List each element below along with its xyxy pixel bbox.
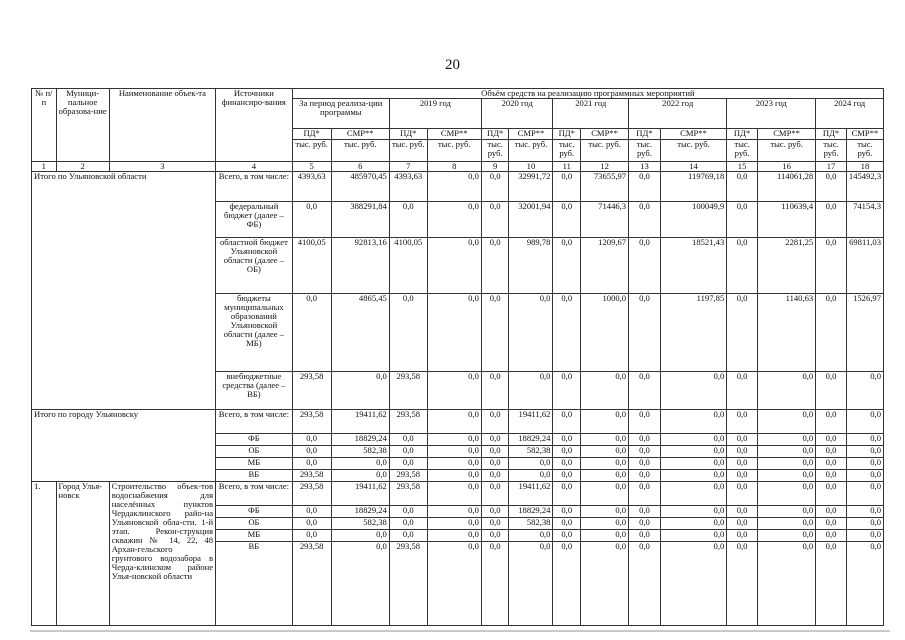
column-number: 9 xyxy=(481,162,509,172)
header-pd: ПД* xyxy=(292,129,331,140)
header-object-name: Наименование объек-та xyxy=(109,89,215,162)
source-cell: ОБ xyxy=(216,446,293,458)
value-cell: 0,0 xyxy=(427,410,481,434)
source-cell: ОБ xyxy=(216,518,293,530)
column-number: 8 xyxy=(427,162,481,172)
item-object-name: Строительство объек-тов водоснабжения для населённых пунктов Чердаклинского райо-на Ульяновской обла-сти. 1-й этап. Рекон-струкция скважин № 14, 22, 48 Архан-гельского грунтового водозабора в Черда-клинском районе Улья-новской области xyxy=(109,482,215,626)
header-year: 2023 год xyxy=(727,99,816,129)
header-smr: СМР** xyxy=(846,129,883,140)
value-cell: 0,0 xyxy=(727,542,758,626)
value-cell: 4393,63 xyxy=(389,172,427,202)
source-cell: бюджеты муниципальных образований Ульяновской области (далее – МБ) xyxy=(216,294,293,372)
header-pd: ПД* xyxy=(629,129,661,140)
value-cell: 114061,28 xyxy=(757,172,815,202)
value-cell: 0,0 xyxy=(629,172,661,202)
value-cell: 0,0 xyxy=(816,506,847,518)
value-cell: 0,0 xyxy=(629,202,661,238)
value-cell: 0,0 xyxy=(816,372,847,410)
value-cell: 0,0 xyxy=(816,470,847,482)
value-cell: 19411,62 xyxy=(331,482,389,506)
value-cell: 0,0 xyxy=(846,458,883,470)
item-municipality: Город Улья-новск xyxy=(56,482,109,626)
header-year: 2020 год xyxy=(481,99,553,129)
value-cell: 0,0 xyxy=(389,294,427,372)
value-cell: 0,0 xyxy=(846,482,883,506)
value-cell: 0,0 xyxy=(757,506,815,518)
value-cell: 0,0 xyxy=(509,294,553,372)
value-cell: 582,38 xyxy=(331,518,389,530)
header-unit: тыс. руб. xyxy=(553,140,581,162)
value-cell: 4100,05 xyxy=(389,238,427,294)
value-cell: 0,0 xyxy=(509,458,553,470)
value-cell: 32001,94 xyxy=(509,202,553,238)
value-cell: 0,0 xyxy=(389,458,427,470)
value-cell: 0,0 xyxy=(581,518,629,530)
source-cell: Всего, в том числе: xyxy=(216,410,293,434)
value-cell: 1209,67 xyxy=(581,238,629,294)
column-number: 13 xyxy=(629,162,661,172)
value-cell: 0,0 xyxy=(292,434,331,446)
value-cell: 0,0 xyxy=(846,410,883,434)
header-pd: ПД* xyxy=(816,129,847,140)
header-volume: Объём средств на реализацию программных мероприятий xyxy=(292,89,883,99)
source-cell: ФБ xyxy=(216,506,293,518)
value-cell: 0,0 xyxy=(331,372,389,410)
value-cell: 0,0 xyxy=(629,482,661,506)
value-cell: 293,58 xyxy=(389,410,427,434)
value-cell: 0,0 xyxy=(727,202,758,238)
value-cell: 0,0 xyxy=(581,482,629,506)
value-cell: 0,0 xyxy=(509,530,553,542)
value-cell: 0,0 xyxy=(427,372,481,410)
header-year: 2024 год xyxy=(816,99,884,129)
value-cell: 0,0 xyxy=(292,518,331,530)
value-cell: 0,0 xyxy=(553,172,581,202)
column-number: 15 xyxy=(727,162,758,172)
value-cell: 19411,62 xyxy=(509,482,553,506)
header-pd: ПД* xyxy=(481,129,509,140)
value-cell: 293,58 xyxy=(292,542,331,626)
table-row xyxy=(32,172,884,202)
column-number: 3 xyxy=(109,162,215,172)
header-period-total: За период реализа-ции программы xyxy=(292,99,389,129)
value-cell: 4865,45 xyxy=(331,294,389,372)
value-cell: 0,0 xyxy=(727,518,758,530)
value-cell: 0,0 xyxy=(629,518,661,530)
source-cell: ВБ xyxy=(216,542,293,626)
value-cell: 0,0 xyxy=(757,446,815,458)
value-cell: 0,0 xyxy=(581,458,629,470)
value-cell: 0,0 xyxy=(427,446,481,458)
value-cell: 0,0 xyxy=(629,470,661,482)
value-cell: 0,0 xyxy=(427,238,481,294)
value-cell: 0,0 xyxy=(581,530,629,542)
scan-edge-line xyxy=(30,630,890,632)
value-cell: 0,0 xyxy=(427,172,481,202)
section-title: Итого по Ульяновской области xyxy=(32,172,216,410)
header-unit: тыс. руб. xyxy=(509,140,553,162)
column-number: 7 xyxy=(389,162,427,172)
value-cell: 0,0 xyxy=(757,434,815,446)
value-cell: 0,0 xyxy=(331,458,389,470)
value-cell: 0,0 xyxy=(509,542,553,626)
column-number: 2 xyxy=(56,162,109,172)
value-cell: 0,0 xyxy=(553,238,581,294)
value-cell: 0,0 xyxy=(629,506,661,518)
value-cell: 0,0 xyxy=(727,458,758,470)
value-cell: 0,0 xyxy=(727,530,758,542)
header-unit: тыс. руб. xyxy=(427,140,481,162)
column-number: 16 xyxy=(757,162,815,172)
value-cell: 0,0 xyxy=(553,470,581,482)
header-smr: СМР** xyxy=(331,129,389,140)
value-cell: 0,0 xyxy=(427,458,481,470)
value-cell: 0,0 xyxy=(481,434,509,446)
value-cell: 0,0 xyxy=(481,530,509,542)
value-cell: 0,0 xyxy=(553,410,581,434)
header-year: 2021 год xyxy=(553,99,629,129)
value-cell: 0,0 xyxy=(629,446,661,458)
value-cell: 0,0 xyxy=(389,530,427,542)
value-cell: 0,0 xyxy=(292,202,331,238)
value-cell: 0,0 xyxy=(757,542,815,626)
value-cell: 0,0 xyxy=(581,410,629,434)
value-cell: 19411,62 xyxy=(509,410,553,434)
value-cell: 0,0 xyxy=(727,482,758,506)
value-cell: 4100,05 xyxy=(292,238,331,294)
value-cell: 0,0 xyxy=(846,542,883,626)
value-cell: 18829,24 xyxy=(509,506,553,518)
source-cell: внебюджетные средства (далее – ВБ) xyxy=(216,372,293,410)
value-cell: 0,0 xyxy=(727,172,758,202)
column-number: 12 xyxy=(581,162,629,172)
value-cell: 110639,4 xyxy=(757,202,815,238)
column-number: 6 xyxy=(331,162,389,172)
value-cell: 388291,84 xyxy=(331,202,389,238)
value-cell: 0,0 xyxy=(816,434,847,446)
value-cell: 0,0 xyxy=(553,372,581,410)
value-cell: 293,58 xyxy=(292,470,331,482)
value-cell: 0,0 xyxy=(727,470,758,482)
value-cell: 0,0 xyxy=(481,372,509,410)
header-pd: ПД* xyxy=(553,129,581,140)
value-cell: 0,0 xyxy=(846,530,883,542)
value-cell: 0,0 xyxy=(581,434,629,446)
source-cell: федеральный бюджет (далее – ФБ) xyxy=(216,202,293,238)
value-cell: 0,0 xyxy=(553,530,581,542)
value-cell: 293,58 xyxy=(389,372,427,410)
value-cell: 0,0 xyxy=(481,470,509,482)
value-cell: 293,58 xyxy=(389,470,427,482)
value-cell: 0,0 xyxy=(581,542,629,626)
value-cell: 0,0 xyxy=(816,458,847,470)
column-number: 14 xyxy=(660,162,726,172)
value-cell: 0,0 xyxy=(581,506,629,518)
value-cell: 0,0 xyxy=(553,294,581,372)
value-cell: 0,0 xyxy=(389,434,427,446)
header-unit: тыс. руб. xyxy=(757,140,815,162)
header-unit: тыс. руб. xyxy=(727,140,758,162)
value-cell: 0,0 xyxy=(553,482,581,506)
value-cell: 0,0 xyxy=(509,470,553,482)
header-year: 2019 год xyxy=(389,99,481,129)
value-cell: 582,38 xyxy=(331,446,389,458)
source-cell: Всего, в том числе: xyxy=(216,482,293,506)
header-unit: тыс. руб. xyxy=(581,140,629,162)
value-cell: 0,0 xyxy=(629,458,661,470)
header-smr: СМР** xyxy=(427,129,481,140)
value-cell: 293,58 xyxy=(292,482,331,506)
value-cell: 119769,18 xyxy=(660,172,726,202)
value-cell: 1000,0 xyxy=(581,294,629,372)
value-cell: 293,58 xyxy=(389,542,427,626)
value-cell: 0,0 xyxy=(816,518,847,530)
value-cell: 1526,97 xyxy=(846,294,883,372)
value-cell: 293,58 xyxy=(292,372,331,410)
value-cell: 0,0 xyxy=(427,518,481,530)
value-cell: 293,58 xyxy=(292,410,331,434)
value-cell: 0,0 xyxy=(846,506,883,518)
budget-table xyxy=(31,88,884,626)
value-cell: 0,0 xyxy=(481,542,509,626)
value-cell: 0,0 xyxy=(816,542,847,626)
value-cell: 0,0 xyxy=(427,470,481,482)
table-row xyxy=(32,410,884,434)
value-cell: 0,0 xyxy=(427,202,481,238)
value-cell: 0,0 xyxy=(427,434,481,446)
header-unit: тыс. руб. xyxy=(846,140,883,162)
value-cell: 0,0 xyxy=(660,434,726,446)
header-unit: тыс. руб. xyxy=(629,140,661,162)
value-cell: 0,0 xyxy=(481,172,509,202)
value-cell: 0,0 xyxy=(757,530,815,542)
value-cell: 0,0 xyxy=(481,410,509,434)
value-cell: 293,58 xyxy=(389,482,427,506)
value-cell: 18829,24 xyxy=(331,434,389,446)
header-sources: Источники финансиро-вания xyxy=(216,89,293,162)
value-cell: 1140,63 xyxy=(757,294,815,372)
value-cell: 92813,16 xyxy=(331,238,389,294)
header-pd: ПД* xyxy=(389,129,427,140)
value-cell: 71446,3 xyxy=(581,202,629,238)
source-cell: Всего, в том числе: xyxy=(216,172,293,202)
value-cell: 100049,9 xyxy=(660,202,726,238)
page-number: 20 xyxy=(445,57,460,73)
value-cell: 74154,3 xyxy=(846,202,883,238)
value-cell: 0,0 xyxy=(816,202,847,238)
value-cell: 0,0 xyxy=(660,446,726,458)
value-cell: 0,0 xyxy=(331,530,389,542)
value-cell: 0,0 xyxy=(427,530,481,542)
column-number: 4 xyxy=(216,162,293,172)
value-cell: 0,0 xyxy=(660,518,726,530)
header-unit: тыс. руб. xyxy=(292,140,331,162)
header-unit: тыс. руб. xyxy=(816,140,847,162)
value-cell: 0,0 xyxy=(660,372,726,410)
value-cell: 0,0 xyxy=(660,458,726,470)
header-municipality: Муници-пальное образова-ние xyxy=(56,89,109,162)
column-number: 11 xyxy=(553,162,581,172)
value-cell: 0,0 xyxy=(481,458,509,470)
value-cell: 0,0 xyxy=(331,542,389,626)
value-cell: 0,0 xyxy=(481,482,509,506)
header-smr: СМР** xyxy=(757,129,815,140)
value-cell: 0,0 xyxy=(427,542,481,626)
value-cell: 18521,43 xyxy=(660,238,726,294)
value-cell: 0,0 xyxy=(389,202,427,238)
value-cell: 145492,3 xyxy=(846,172,883,202)
value-cell: 0,0 xyxy=(481,446,509,458)
header-num: № п/п xyxy=(32,89,57,162)
value-cell: 0,0 xyxy=(727,294,758,372)
value-cell: 0,0 xyxy=(292,530,331,542)
header-pd: ПД* xyxy=(727,129,758,140)
value-cell: 0,0 xyxy=(629,530,661,542)
value-cell: 582,38 xyxy=(509,518,553,530)
value-cell: 0,0 xyxy=(660,530,726,542)
value-cell: 582,38 xyxy=(509,446,553,458)
value-cell: 0,0 xyxy=(757,482,815,506)
value-cell: 0,0 xyxy=(757,458,815,470)
value-cell: 0,0 xyxy=(553,446,581,458)
value-cell: 0,0 xyxy=(846,434,883,446)
value-cell: 0,0 xyxy=(846,446,883,458)
value-cell: 0,0 xyxy=(481,518,509,530)
value-cell: 989,78 xyxy=(509,238,553,294)
value-cell: 0,0 xyxy=(629,294,661,372)
value-cell: 18829,24 xyxy=(331,506,389,518)
value-cell: 0,0 xyxy=(846,470,883,482)
value-cell: 0,0 xyxy=(553,434,581,446)
value-cell: 0,0 xyxy=(553,518,581,530)
value-cell: 0,0 xyxy=(816,294,847,372)
value-cell: 2281,25 xyxy=(757,238,815,294)
value-cell: 0,0 xyxy=(427,482,481,506)
value-cell: 0,0 xyxy=(553,458,581,470)
value-cell: 0,0 xyxy=(727,506,758,518)
header-year: 2022 год xyxy=(629,99,727,129)
value-cell: 0,0 xyxy=(727,238,758,294)
value-cell: 0,0 xyxy=(816,238,847,294)
value-cell: 0,0 xyxy=(727,410,758,434)
value-cell: 0,0 xyxy=(427,294,481,372)
value-cell: 0,0 xyxy=(553,506,581,518)
source-cell: МБ xyxy=(216,458,293,470)
value-cell: 0,0 xyxy=(816,446,847,458)
table-row xyxy=(32,482,884,506)
value-cell: 0,0 xyxy=(660,542,726,626)
value-cell: 0,0 xyxy=(389,506,427,518)
value-cell: 73655,97 xyxy=(581,172,629,202)
value-cell: 0,0 xyxy=(846,372,883,410)
value-cell: 0,0 xyxy=(427,506,481,518)
value-cell: 0,0 xyxy=(553,542,581,626)
value-cell: 0,0 xyxy=(581,372,629,410)
value-cell: 0,0 xyxy=(389,518,427,530)
value-cell: 0,0 xyxy=(481,238,509,294)
header-unit: тыс. руб. xyxy=(481,140,509,162)
value-cell: 0,0 xyxy=(292,294,331,372)
value-cell: 32991,72 xyxy=(509,172,553,202)
value-cell: 0,0 xyxy=(629,542,661,626)
section-title: Итого по городу Ульяновску xyxy=(32,410,216,482)
header-smr: СМР** xyxy=(509,129,553,140)
value-cell: 0,0 xyxy=(292,506,331,518)
value-cell: 0,0 xyxy=(481,506,509,518)
value-cell: 0,0 xyxy=(757,372,815,410)
value-cell: 19411,62 xyxy=(331,410,389,434)
column-number: 10 xyxy=(509,162,553,172)
value-cell: 0,0 xyxy=(331,470,389,482)
value-cell: 0,0 xyxy=(509,372,553,410)
value-cell: 0,0 xyxy=(660,410,726,434)
value-cell: 0,0 xyxy=(816,410,847,434)
source-cell: МБ xyxy=(216,530,293,542)
value-cell: 0,0 xyxy=(629,410,661,434)
value-cell: 0,0 xyxy=(292,446,331,458)
column-number: 5 xyxy=(292,162,331,172)
header-smr: СМР** xyxy=(660,129,726,140)
value-cell: 0,0 xyxy=(846,518,883,530)
value-cell: 0,0 xyxy=(481,202,509,238)
value-cell: 0,0 xyxy=(816,482,847,506)
value-cell: 0,0 xyxy=(757,518,815,530)
header-smr: СМР** xyxy=(581,129,629,140)
value-cell: 0,0 xyxy=(757,410,815,434)
value-cell: 0,0 xyxy=(629,372,661,410)
value-cell: 0,0 xyxy=(581,446,629,458)
value-cell: 0,0 xyxy=(481,294,509,372)
value-cell: 4393,63 xyxy=(292,172,331,202)
value-cell: 0,0 xyxy=(389,446,427,458)
value-cell: 69811,03 xyxy=(846,238,883,294)
value-cell: 0,0 xyxy=(727,446,758,458)
header-unit: тыс. руб. xyxy=(389,140,427,162)
value-cell: 0,0 xyxy=(292,458,331,470)
header-unit: тыс. руб. xyxy=(660,140,726,162)
source-cell: ВБ xyxy=(216,470,293,482)
value-cell: 18829,24 xyxy=(509,434,553,446)
item-number: 1. xyxy=(32,482,57,626)
column-number: 17 xyxy=(816,162,847,172)
value-cell: 0,0 xyxy=(629,434,661,446)
value-cell: 0,0 xyxy=(660,470,726,482)
column-number: 1 xyxy=(32,162,57,172)
value-cell: 0,0 xyxy=(629,238,661,294)
value-cell: 0,0 xyxy=(660,482,726,506)
value-cell: 0,0 xyxy=(727,434,758,446)
value-cell: 0,0 xyxy=(581,470,629,482)
column-number: 18 xyxy=(846,162,883,172)
source-cell: ФБ xyxy=(216,434,293,446)
value-cell: 0,0 xyxy=(757,470,815,482)
header-unit: тыс. руб. xyxy=(331,140,389,162)
value-cell: 0,0 xyxy=(660,506,726,518)
value-cell: 0,0 xyxy=(727,372,758,410)
value-cell: 0,0 xyxy=(816,172,847,202)
value-cell: 485970,45 xyxy=(331,172,389,202)
value-cell: 1197,85 xyxy=(660,294,726,372)
value-cell: 0,0 xyxy=(816,530,847,542)
value-cell: 0,0 xyxy=(553,202,581,238)
source-cell: областной бюджет Ульяновской области (далее – ОБ) xyxy=(216,238,293,294)
